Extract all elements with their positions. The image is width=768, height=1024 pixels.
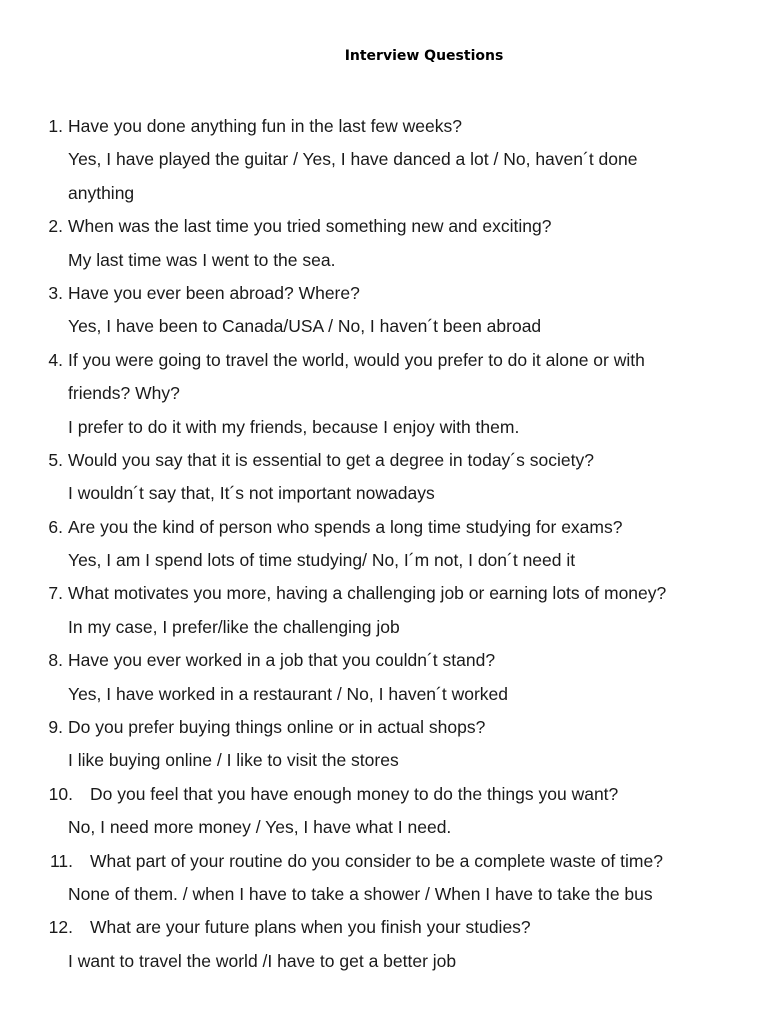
- answer-line: [0, 310, 768, 343]
- question-number: 5.: [48, 449, 63, 470]
- question-text: Do you prefer buying things online or in actual shops?: [68, 717, 486, 738]
- question-number: 1.: [48, 116, 63, 136]
- answer-text: Yes, I have worked in a restaurant / No, I haven´t worked: [68, 683, 509, 704]
- question-text: If you were going to travel the world, would you prefer to do it alone or with: [68, 349, 645, 370]
- answer-text: I want to travel the world /I have to get a better job: [68, 950, 457, 971]
- answer-line: [0, 611, 768, 644]
- question-line: [0, 277, 768, 310]
- question-number: 2.: [48, 216, 63, 237]
- question-number: 4.: [48, 349, 63, 370]
- question-line: [0, 210, 768, 243]
- answer-line: [0, 477, 768, 510]
- question-number: 3.: [48, 282, 63, 303]
- answer-line: [0, 411, 768, 444]
- question-line: [0, 911, 768, 944]
- question-line: [0, 644, 768, 677]
- question-line: [0, 778, 768, 811]
- answer-text: I prefer to do it with my friends, because I enjoy with them.: [68, 416, 520, 437]
- answer-line: [0, 177, 768, 210]
- question-text: When was the last time you tried something new and exciting?: [68, 216, 552, 237]
- question-text: Have you ever worked in a job that you couldn´t stand?: [68, 650, 496, 671]
- answer-line: [0, 811, 768, 844]
- page-title: Interview Questions: [344, 48, 504, 64]
- question-text: What part of your routine do you consider to be a complete waste of time?: [90, 850, 663, 871]
- question-number: 9.: [48, 717, 63, 738]
- question-line: [0, 845, 768, 878]
- question-line: [0, 344, 768, 377]
- question-line-continued: [0, 377, 768, 410]
- answer-line: [0, 945, 768, 978]
- answer-text: Yes, I have played the guitar / Yes, I have danced a lot / No, haven´t done: [68, 149, 638, 170]
- answer-text: In my case, I prefer/like the challenging job: [68, 616, 400, 637]
- question-number: 12.: [48, 917, 73, 938]
- question-text: What are your future plans when you finish your studies?: [90, 917, 531, 938]
- answer-text: I wouldn´t say that, It´s not important nowadays: [68, 483, 435, 504]
- answer-text: My last time was I went to the sea.: [68, 249, 336, 270]
- answer-line: [0, 878, 768, 911]
- question-text: Have you ever been abroad? Where?: [68, 282, 360, 303]
- question-number: 7.: [48, 583, 63, 604]
- question-text: Do you feel that you have enough money to do the things you want?: [90, 783, 619, 804]
- question-list: [0, 110, 768, 978]
- answer-text: No, I need more money / Yes, I have what I need.: [68, 817, 452, 838]
- question-line: [0, 577, 768, 610]
- answer-line: [0, 744, 768, 777]
- answer-line: [0, 143, 768, 176]
- answer-text: anything: [68, 182, 135, 203]
- question-line: [0, 110, 768, 143]
- answer-line: [0, 678, 768, 711]
- answer-text: Yes, I have been to Canada/USA / No, I haven´t been abroad: [68, 316, 542, 337]
- question-text-continued: friends? Why?: [68, 383, 180, 404]
- answer-text: Yes, I am I spend lots of time studying/ No, I´m not, I don´t need it: [68, 550, 576, 571]
- question-number: 11.: [49, 850, 73, 871]
- question-line: [0, 511, 768, 544]
- question-number: 8.: [48, 650, 63, 671]
- question-line: [0, 711, 768, 744]
- answer-text: None of them. / when I have to take a shower / When I have to take the bus: [68, 883, 653, 904]
- answer-line: [0, 544, 768, 577]
- question-text: What motivates you more, having a challenging job or earning lots of money?: [68, 583, 667, 604]
- question-text: Have you done anything fun in the last few weeks?: [68, 116, 462, 136]
- answer-text: I like buying online / I like to visit the stores: [68, 750, 399, 771]
- answer-line: [0, 244, 768, 277]
- question-text: Are you the kind of person who spends a long time studying for exams?: [68, 516, 623, 537]
- question-line: [0, 444, 768, 477]
- question-text: Would you say that it is essential to get a degree in today´s society?: [68, 449, 594, 470]
- question-number: 10.: [48, 783, 73, 804]
- question-number: 6.: [48, 516, 63, 537]
